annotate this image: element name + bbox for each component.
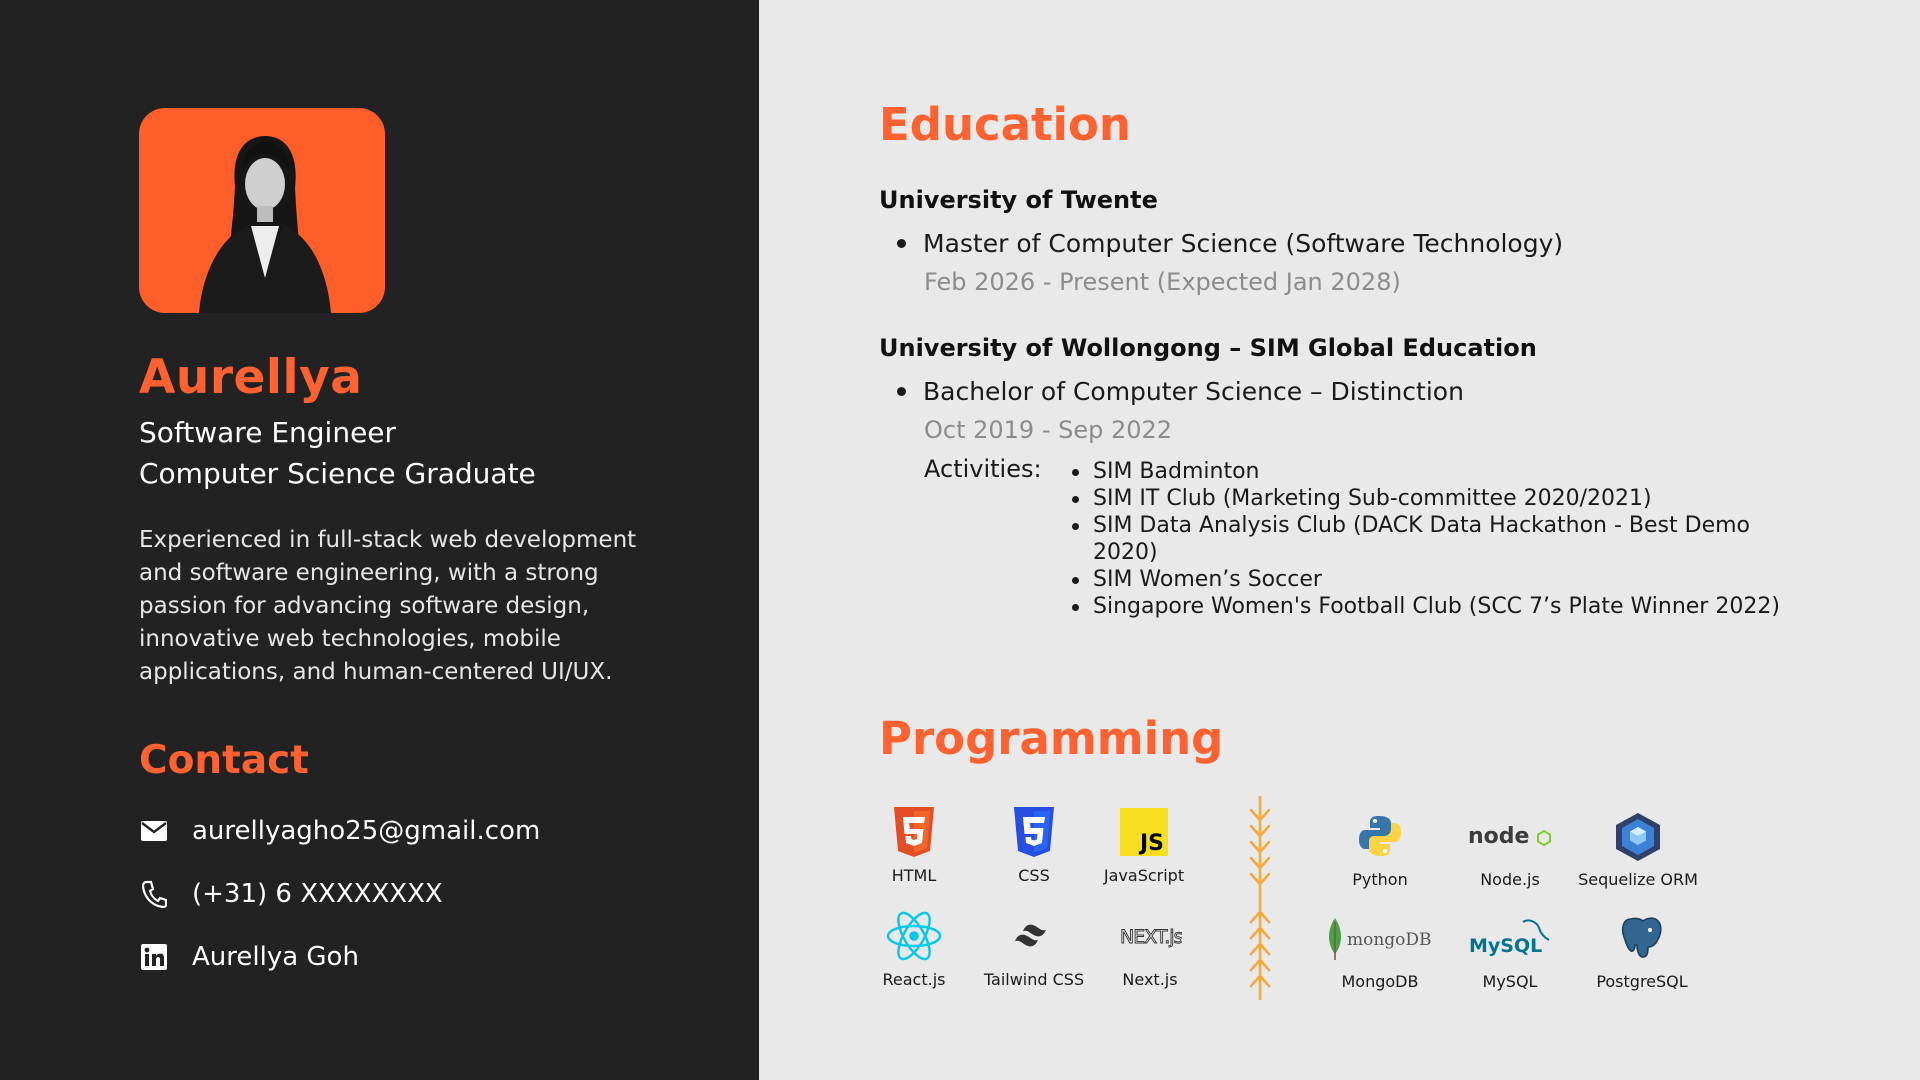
- degree-text: Master of Computer Science (Software Technology): [923, 229, 1564, 258]
- degree-item: [897, 377, 1464, 406]
- sequelize-icon: [1578, 808, 1698, 864]
- tech-python: [1320, 808, 1440, 889]
- degree-item: [897, 229, 1563, 258]
- tech-label: Tailwind CSS: [983, 970, 1085, 989]
- mysql-logo-text: MySQL: [1469, 935, 1543, 957]
- list-item: Singapore Women's Football Club (SCC 7’s Plate Winner 2022): [1070, 593, 1810, 620]
- tech-react: [854, 908, 974, 989]
- contact-heading: Contact: [139, 738, 309, 783]
- school-name: University of Wollongong – SIM Global Education: [879, 334, 1537, 362]
- profile-photo: [139, 108, 385, 313]
- tech-label: Python: [1352, 870, 1408, 889]
- contact-linkedin[interactable]: [139, 939, 359, 975]
- activities-list: [1070, 458, 1810, 620]
- linkedin-icon: [139, 942, 169, 972]
- mail-icon: [139, 816, 169, 846]
- postgresql-icon: [1582, 910, 1702, 966]
- mongo-logo-text: mongoDB: [1347, 930, 1432, 950]
- tech-label: HTML: [891, 866, 937, 885]
- tech-label: Next.js: [1122, 970, 1178, 989]
- school-name: University of Twente: [879, 186, 1158, 214]
- tech-label: Node.js: [1480, 870, 1540, 889]
- tech-nodejs: [1450, 808, 1570, 889]
- tech-css: [974, 804, 1094, 885]
- list-item: SIM Women’s Soccer: [1070, 566, 1810, 593]
- tech-label: MongoDB: [1341, 972, 1419, 991]
- node-logo-text: node: [1468, 824, 1530, 849]
- tech-label: CSS: [1018, 866, 1050, 885]
- tech-label: MySQL: [1482, 972, 1538, 991]
- nextjs-icon: [1090, 908, 1210, 964]
- tech-postgresql: [1582, 910, 1702, 991]
- degree-dates: Oct 2019 - Sep 2022: [924, 416, 1173, 444]
- degree-text: Bachelor of Computer Science – Distinction: [923, 377, 1464, 406]
- css3-icon: [974, 804, 1094, 860]
- mysql-icon: [1450, 910, 1570, 966]
- contact-email[interactable]: [139, 813, 540, 849]
- bullet-icon: [897, 239, 906, 248]
- js-logo-text: JS: [1139, 831, 1164, 856]
- tech-label: PostgreSQL: [1596, 972, 1688, 991]
- react-icon: [854, 908, 974, 964]
- email-text[interactable]: aurellyagho25@gmail.com: [192, 816, 541, 846]
- mongodb-icon: [1320, 910, 1440, 966]
- profile-name: Aurellya: [139, 350, 363, 405]
- programming-heading: Programming: [879, 712, 1224, 765]
- tech-tailwind: [974, 908, 1094, 989]
- list-item: SIM Badminton: [1070, 458, 1810, 485]
- python-icon: [1320, 808, 1440, 864]
- profile-summary: Experienced in full-stack web development and software engineering, with a strong passion for advancing software design, innovative web technologies, mobile applications, and human-centered UI/UX.: [139, 527, 637, 685]
- list-item: SIM Data Analysis Club (DACK Data Hackathon - Best Demo 2020): [1070, 512, 1810, 566]
- tech-sequelize: [1578, 808, 1698, 889]
- tech-nextjs: [1090, 908, 1210, 989]
- phone-icon: [139, 879, 169, 909]
- phone-text[interactable]: (+31) 6 XXXXXXXX: [192, 879, 443, 909]
- education-heading: Education: [879, 98, 1131, 151]
- contact-phone[interactable]: [139, 876, 443, 912]
- nodejs-icon: [1450, 808, 1570, 864]
- wheat-divider-icon: [1248, 796, 1272, 1000]
- tailwind-icon: [974, 908, 1094, 964]
- html5-icon: [854, 804, 974, 860]
- profile-role: Software Engineer: [139, 416, 397, 449]
- bullet-icon: [897, 387, 906, 396]
- tech-mongodb: [1320, 910, 1440, 991]
- degree-dates: Feb 2026 - Present (Expected Jan 2028): [924, 268, 1401, 296]
- list-item: SIM IT Club (Marketing Sub-committee 2020/2021): [1070, 485, 1810, 512]
- linkedin-text[interactable]: Aurellya Goh: [192, 942, 359, 972]
- tech-label: React.js: [882, 970, 946, 989]
- tech-label: JavaScript: [1103, 866, 1185, 885]
- next-logo-text: NEXT.js: [1120, 926, 1182, 948]
- tech-mysql: [1450, 910, 1570, 991]
- activities-label: Activities:: [924, 455, 1042, 483]
- tech-javascript: [1084, 804, 1204, 885]
- tech-label: Sequelize ORM: [1578, 870, 1698, 889]
- tech-html: [854, 804, 974, 885]
- profile-subtitle: Computer Science Graduate: [139, 457, 536, 490]
- javascript-icon: [1084, 804, 1204, 860]
